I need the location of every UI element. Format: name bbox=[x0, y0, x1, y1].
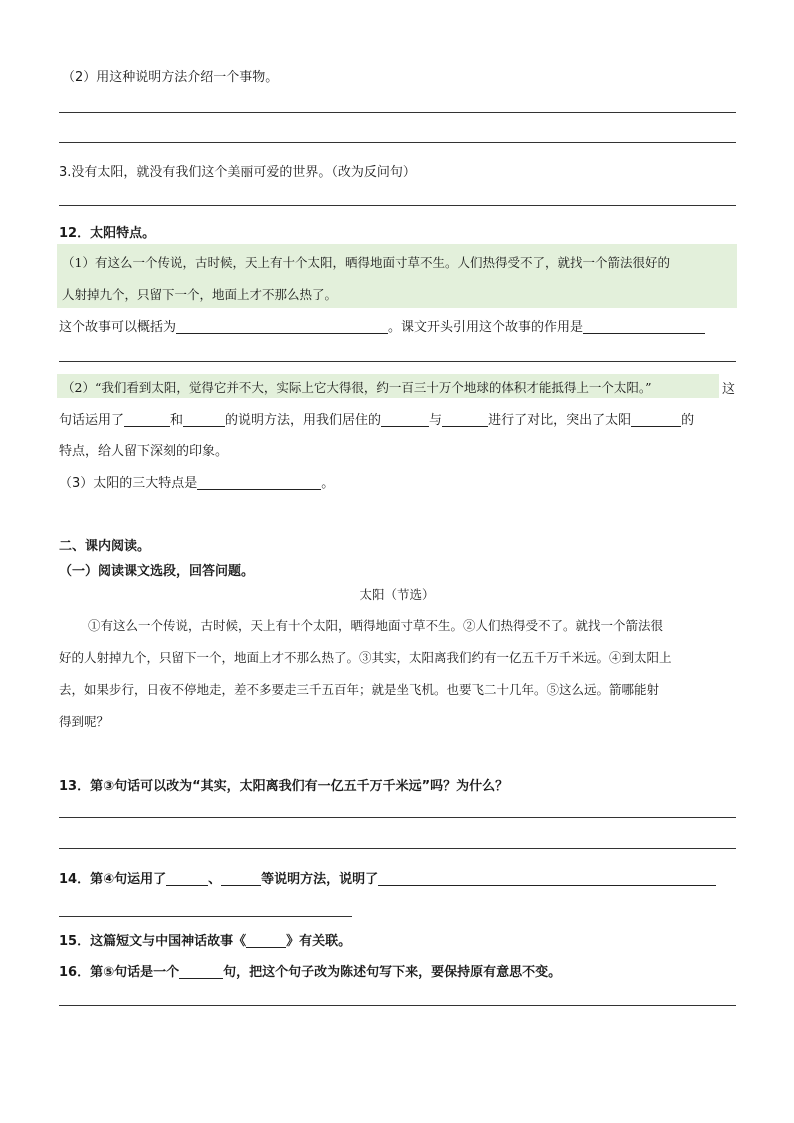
passage-line4: 得到呢？ bbox=[59, 714, 110, 729]
q12-p1-line2: 人射掉九个，只留下一个，地面上才不那么热了。 bbox=[62, 287, 338, 302]
answer-line bbox=[59, 142, 736, 143]
blank-myth-name[interactable] bbox=[246, 933, 286, 948]
label: 》有关联。 bbox=[286, 934, 352, 949]
label: （3）太阳的三大特点是 bbox=[59, 476, 198, 491]
answer-line bbox=[59, 817, 736, 818]
blank-sentence-type[interactable] bbox=[179, 964, 223, 979]
label: 句，把这个句子改为陈述句写下来，要保持原有意思不变。 bbox=[223, 965, 562, 980]
blank-feature[interactable] bbox=[631, 412, 681, 427]
q12-p2-line2 bbox=[59, 409, 694, 428]
q12-fill1-label-b: 。课文开头引用这个故事的作用是 bbox=[388, 320, 584, 335]
label: 15．这篇短文与中国神话故事《 bbox=[59, 934, 247, 949]
passage-line1: ①有这么一个传说，古时候，天上有十个太阳，晒得地面寸草不生。②人们热得受不了。就找一个箭法很 bbox=[88, 618, 664, 633]
label: 句话运用了 bbox=[59, 413, 125, 428]
answer-line bbox=[59, 361, 736, 362]
label: 与 bbox=[429, 413, 443, 428]
label: 14．第④句运用了 bbox=[59, 872, 167, 887]
blank-method-1[interactable] bbox=[124, 412, 170, 427]
q12-p2-tail: 这 bbox=[722, 382, 736, 397]
q12-p2-line3: 特点，给人留下深刻的印象。 bbox=[59, 444, 229, 459]
section2-title: 二、课内阅读。 bbox=[59, 539, 151, 554]
label: 16．第⑤句话是一个 bbox=[59, 965, 180, 980]
label: 进行了对比，突出了太阳 bbox=[488, 413, 632, 428]
answer-line bbox=[59, 916, 352, 917]
passage-line3: 去，如果步行，日夜不停地走，差不多要走三千五百年；就是坐飞机。也要飞二十几年。⑤这么远。箭哪能射 bbox=[59, 682, 660, 697]
label: 、 bbox=[208, 872, 222, 887]
answer-line bbox=[59, 205, 736, 206]
q12-fill1-label-a: 这个故事可以概括为 bbox=[59, 320, 177, 335]
blank-method-2[interactable] bbox=[183, 412, 225, 427]
q12-fill1 bbox=[59, 316, 705, 335]
q-part2-text: （2）用这种说明方法介绍一个事物。 bbox=[62, 70, 279, 85]
q12-p2-quote: （2）“我们看到太阳，觉得它并不大，实际上它大得很，约一百三十万个地球的体积才能抵得上一个太阳。” bbox=[62, 380, 652, 395]
answer-line bbox=[59, 1005, 736, 1006]
blank-three-features[interactable] bbox=[197, 475, 321, 490]
label: 的说明方法，用我们居住的 bbox=[225, 413, 382, 428]
blank-explanation[interactable] bbox=[378, 871, 716, 886]
label: 。 bbox=[321, 476, 335, 491]
blank-compare-1[interactable] bbox=[381, 412, 429, 427]
q13-text: 13．第③句话可以改为“其实，太阳离我们有一亿五千万千米远”吗？为什么？ bbox=[59, 779, 509, 794]
blank-method-b[interactable] bbox=[221, 871, 261, 886]
section2-subtitle: （一）阅读课文选段，回答问题。 bbox=[59, 564, 255, 579]
passage-line2: 好的人射掉九个，只留下一个，地面上才不那么热了。③其实，太阳离我们约有一亿五千万千米远。④到太阳上 bbox=[59, 650, 672, 665]
q12-p3 bbox=[59, 472, 334, 491]
q14-text bbox=[59, 868, 716, 887]
label: 等说明方法，说明了 bbox=[261, 872, 379, 887]
answer-line bbox=[59, 112, 736, 113]
q12-p1-line1: （1）有这么一个传说，古时候，天上有十个太阳，晒得地面寸草不生。人们热得受不了，就找一个箭法很好的 bbox=[62, 255, 670, 270]
q12-title: 12．太阳特点。 bbox=[59, 226, 156, 241]
blank-summary[interactable] bbox=[176, 319, 388, 334]
q3-text: 3.没有太阳，就没有我们这个美丽可爱的世界。（改为反问句） bbox=[59, 165, 416, 180]
q15-text bbox=[59, 930, 351, 949]
blank-purpose[interactable] bbox=[583, 319, 705, 334]
q16-text bbox=[59, 961, 561, 980]
answer-line bbox=[59, 848, 736, 849]
blank-compare-2[interactable] bbox=[442, 412, 488, 427]
blank-method-a[interactable] bbox=[166, 871, 208, 886]
label: 的 bbox=[681, 413, 695, 428]
label: 和 bbox=[170, 413, 184, 428]
passage-title: 太阳（节选） bbox=[359, 587, 435, 602]
